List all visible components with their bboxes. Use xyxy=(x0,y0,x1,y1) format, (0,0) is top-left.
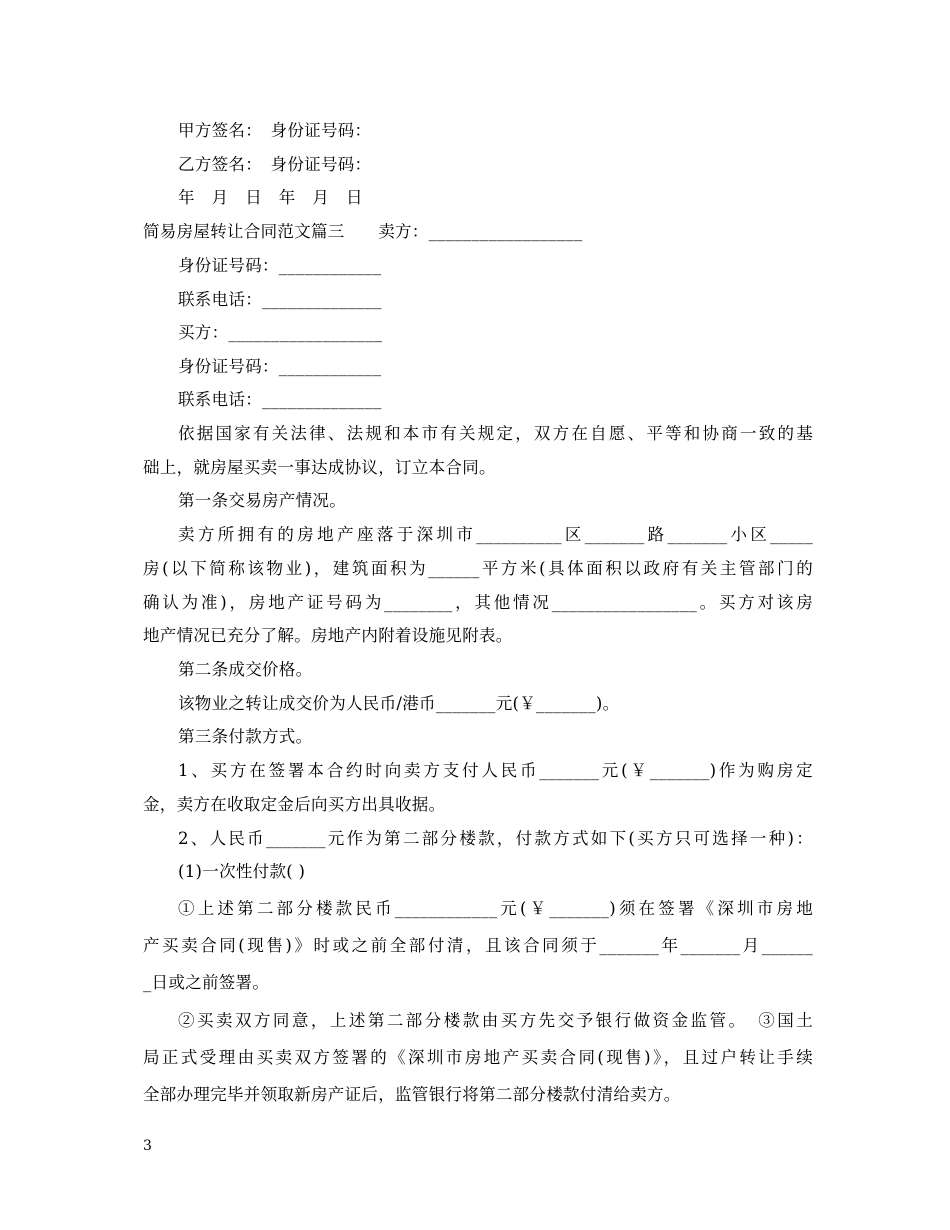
paragraph-line: (1)一次性付款( ) xyxy=(178,862,306,881)
paragraph-line: 地产情况已充分了解。房地产内附着设施见附表。 xyxy=(143,626,513,645)
buyer-id-number-line: 身份证号码：____________ xyxy=(178,357,382,376)
seller-id-number-line: 身份证号码：____________ xyxy=(178,256,382,275)
paragraph-line: 局正式受理由买卖双方签署的《深圳市房地产买卖合同(现售)》，且过户转让手续 xyxy=(143,1048,813,1067)
date-line: 年 月 日 年 月 日 xyxy=(178,188,363,207)
paragraph-line: 房(以下简称该物业)，建筑面积为______平方米(具体面积以政府有关主管部门的 xyxy=(143,559,813,578)
paragraph-line: ②买卖双方同意，上述第二部分楼款由买方先交予银行做资金监管。 ③国土 xyxy=(178,1011,813,1030)
section-title-seller-line: 简易房屋转让合同范文篇三 卖方：__________________ xyxy=(143,222,583,241)
clause-heading: 第一条交易房产情况。 xyxy=(178,491,346,510)
party-b-signature-line: 乙方签名： 身份证号码： xyxy=(178,155,372,174)
clause-heading: 第三条付款方式。 xyxy=(178,727,313,746)
paragraph-line: 该物业之转让成交价为人民币/港币_______元(￥_______)。 xyxy=(178,694,620,713)
paragraph-line: 全部办理完毕并领取新房产证后，监管银行将第二部分楼款付清给卖方。 xyxy=(143,1085,681,1104)
clause-heading: 第二条成交价格。 xyxy=(178,660,313,679)
page-number: 3 xyxy=(143,1138,152,1154)
paragraph-line: 确认为准)，房地产证号码为________，其他情况_________________。买方对该房 xyxy=(143,593,813,612)
seller-phone-line: 联系电话：______________ xyxy=(178,290,382,309)
paragraph-line: 产买卖合同(现售)》时或之前全部付清，且该合同须于_______年_______月______ xyxy=(143,936,813,955)
paragraph-line: 2、人民币_______元作为第二部分楼款，付款方式如下(买方只可选择一种)： xyxy=(178,829,813,848)
paragraph-line: 1、买方在签署本合约时向卖方支付人民币_______元(￥_______)作为购房定 xyxy=(178,761,813,780)
paragraph-line: 依据国家有关法律、法规和本市有关规定，双方在自愿、平等和协商一致的基 xyxy=(178,424,813,443)
paragraph-line: 金，卖方在收取定金后向买方出具收据。 xyxy=(143,795,446,814)
paragraph-line: ①上述第二部分楼款民币____________元(￥_______)须在签署《深圳市房地 xyxy=(178,899,813,918)
party-a-signature-line: 甲方签名： 身份证号码： xyxy=(178,121,372,140)
paragraph-line: 础上，就房屋买卖一事达成协议，订立本合同。 xyxy=(143,458,496,477)
buyer-phone-line: 联系电话：______________ xyxy=(178,390,382,409)
paragraph-line: _日或之前签署。 xyxy=(143,973,270,992)
paragraph-line: 卖方所拥有的房地产座落于深圳市__________区_______路_______小区_____ xyxy=(178,525,813,544)
buyer-line: 买方：__________________ xyxy=(178,323,383,342)
